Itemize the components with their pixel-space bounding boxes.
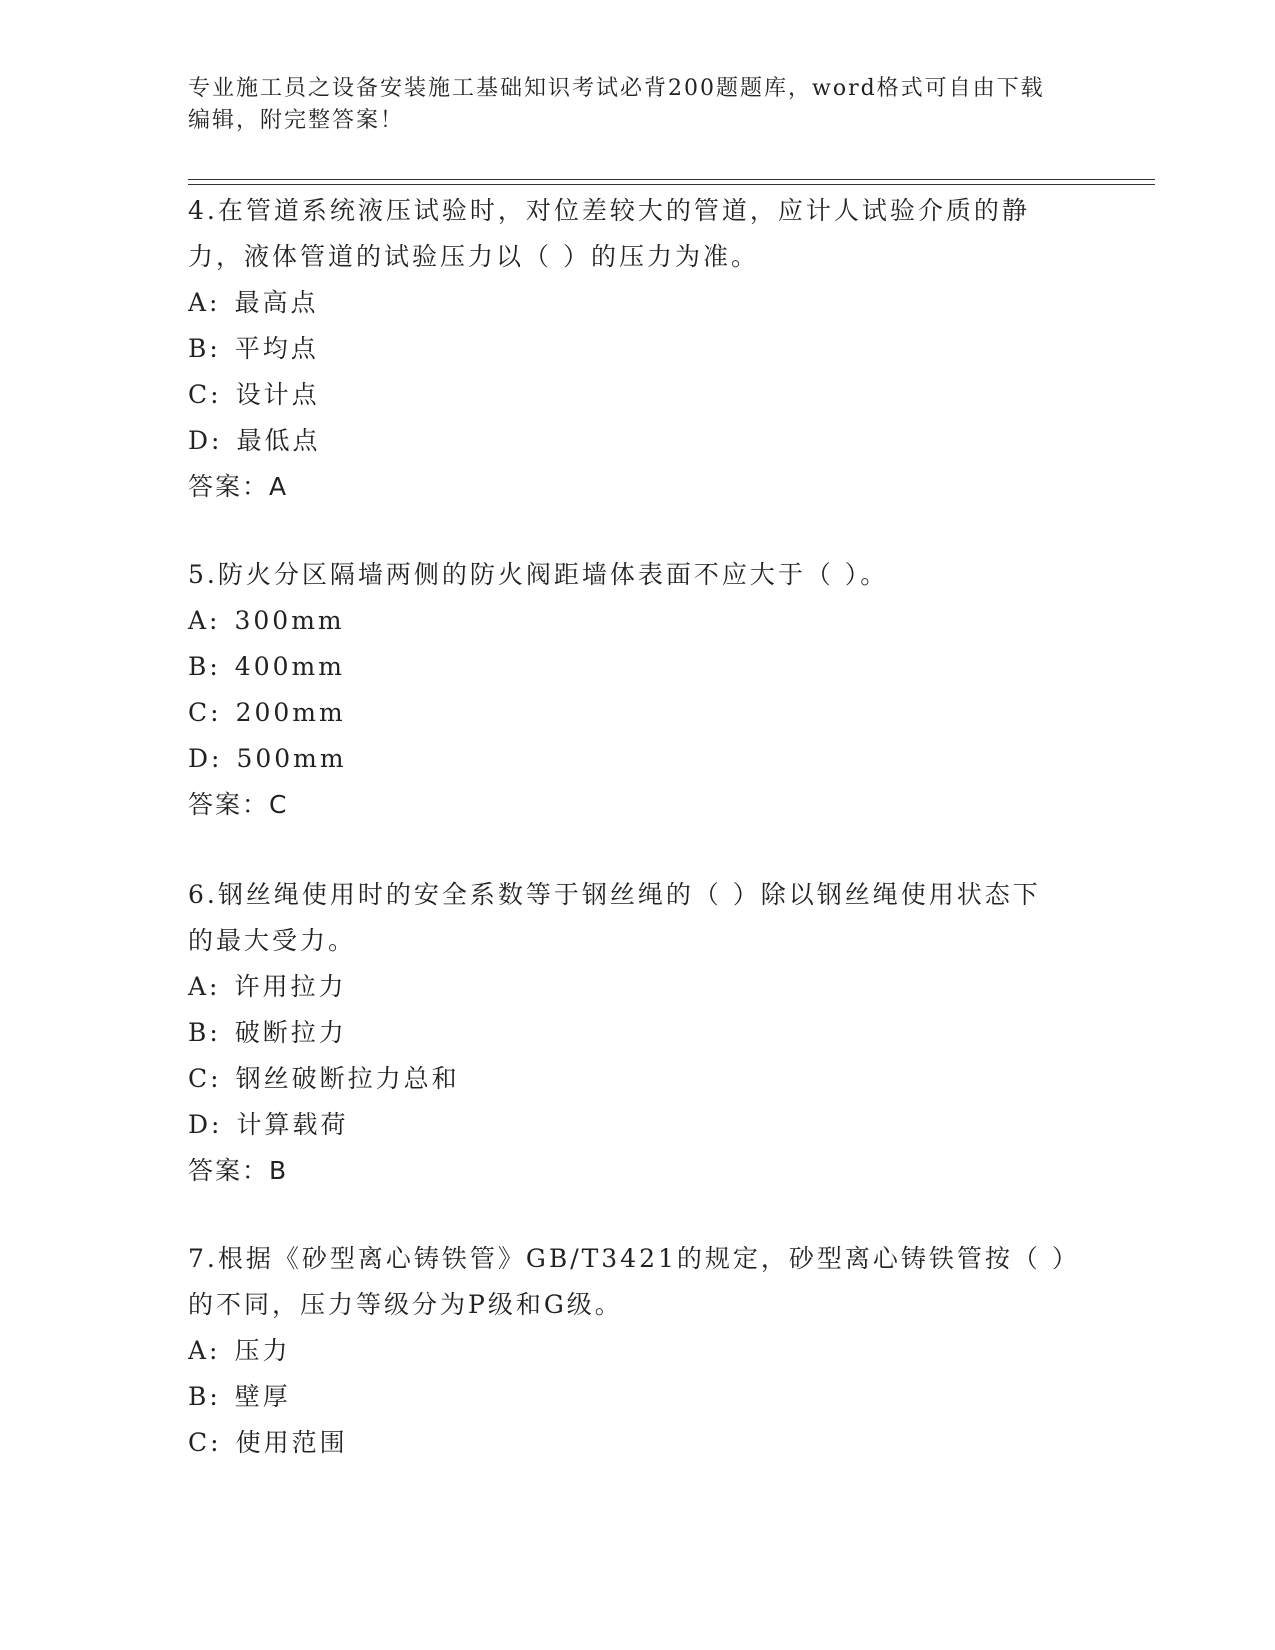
option-b — [188, 326, 1088, 372]
option-text: 500mm — [236, 744, 347, 773]
document-header — [188, 73, 1088, 137]
option-letter: D: — [188, 426, 223, 455]
option-letter: A: — [188, 606, 221, 635]
option-letter: A: — [188, 1336, 221, 1365]
answer-line: 答案：C — [188, 790, 289, 819]
answer-line: 答案：A — [188, 472, 289, 501]
option-a — [188, 280, 1088, 326]
option-letter: D: — [188, 1110, 223, 1139]
option-c — [188, 1420, 1088, 1466]
question-block — [188, 188, 1088, 510]
header-title-line1: 专业施工员之设备安装施工基础知识考试必背200题题库，word格式可自由下载 — [188, 76, 1045, 101]
option-text: 钢丝破断拉力总和 — [235, 1064, 460, 1093]
option-letter: A: — [188, 972, 221, 1001]
option-text: 200mm — [235, 698, 346, 727]
option-letter: C: — [188, 1064, 222, 1093]
option-text: 许用拉力 — [234, 972, 347, 1001]
question-stem-line1: 5.防火分区隔墙两侧的防火阀距墙体表面不应大于（ ）。 — [188, 560, 889, 589]
option-b — [188, 1010, 1088, 1056]
option-b — [188, 644, 1088, 690]
option-c — [188, 372, 1088, 418]
option-text: 最低点 — [236, 426, 321, 455]
option-text: 最高点 — [234, 288, 319, 317]
option-letter: C: — [188, 1428, 222, 1457]
question-block — [188, 552, 1088, 828]
option-b — [188, 1374, 1088, 1420]
question-block — [188, 872, 1088, 1194]
option-text: 400mm — [234, 652, 345, 681]
option-d — [188, 736, 1088, 782]
question-stem-line2: 的不同，压力等级分为P级和G级。 — [188, 1290, 623, 1319]
answer-line: 答案：B — [188, 1156, 289, 1185]
option-text: 平均点 — [234, 334, 319, 363]
option-text: 计算载荷 — [236, 1110, 349, 1139]
option-letter: C: — [188, 380, 222, 409]
question-stem-line1: 4.在管道系统液压试验时，对位差较大的管道，应计人试验介质的静 — [188, 196, 1030, 225]
question-stem-line1: 7.根据《砂型离心铸铁管》GB/T3421的规定，砂型离心铸铁管按（ ） — [188, 1244, 1080, 1273]
header-divider-bottom — [188, 184, 1155, 185]
question-stem — [188, 872, 1088, 964]
question-stem — [188, 552, 1088, 598]
question-stem-line1: 6.钢丝绳使用时的安全系数等于钢丝绳的（ ）除以钢丝绳使用状态下 — [188, 880, 1041, 909]
header-title-line2: 编辑，附完整答案！ — [188, 108, 405, 133]
header-divider-top — [188, 179, 1155, 180]
option-c — [188, 690, 1088, 736]
option-a — [188, 1328, 1088, 1374]
option-text: 壁厚 — [234, 1382, 291, 1411]
option-a — [188, 598, 1088, 644]
option-c — [188, 1056, 1088, 1102]
question-stem-line2: 的最大受力。 — [188, 926, 357, 955]
question-block — [188, 1236, 1088, 1466]
option-letter: C: — [188, 698, 222, 727]
option-d — [188, 418, 1088, 464]
option-text: 300mm — [234, 606, 345, 635]
question-stem — [188, 1236, 1088, 1328]
option-text: 压力 — [234, 1336, 291, 1365]
option-text: 使用范围 — [235, 1428, 348, 1457]
option-a — [188, 964, 1088, 1010]
question-stem-line2: 力，液体管道的试验压力以（ ）的压力为准。 — [188, 242, 759, 271]
option-letter: B: — [188, 1382, 221, 1411]
option-text: 设计点 — [235, 380, 320, 409]
question-stem — [188, 188, 1088, 280]
option-d — [188, 1102, 1088, 1148]
option-letter: A: — [188, 288, 221, 317]
option-letter: B: — [188, 1018, 221, 1047]
option-letter: B: — [188, 334, 221, 363]
option-letter: D: — [188, 744, 223, 773]
option-text: 破断拉力 — [234, 1018, 347, 1047]
option-letter: B: — [188, 652, 221, 681]
